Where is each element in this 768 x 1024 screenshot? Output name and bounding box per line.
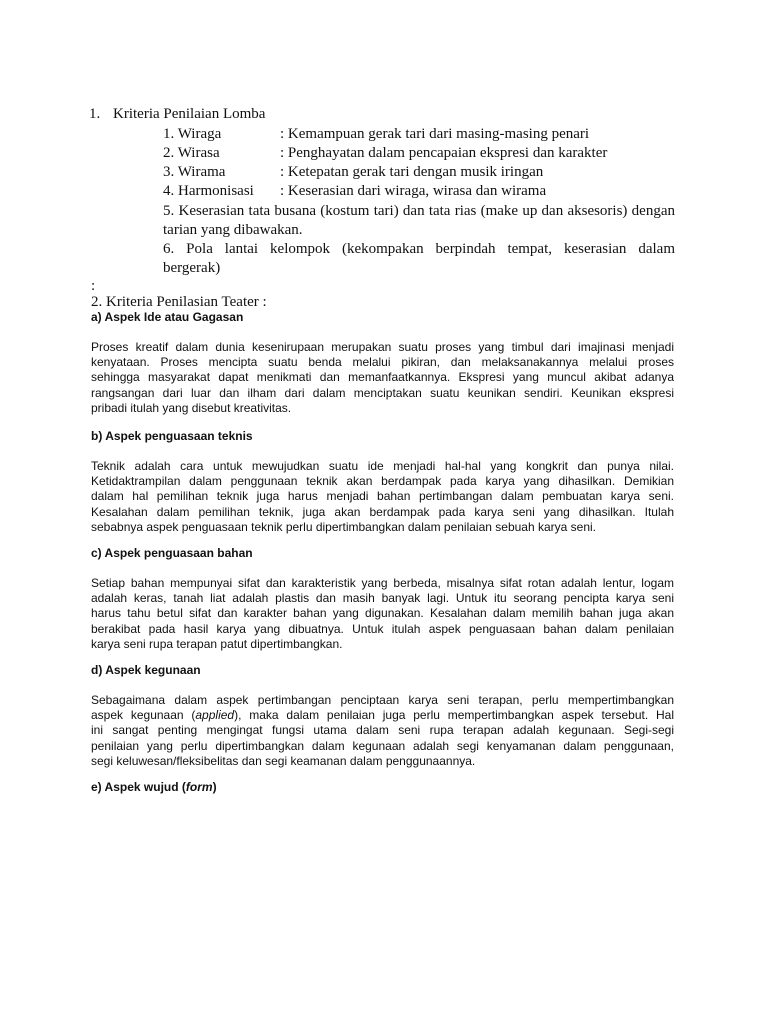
line-text: ), maka dalam penilaian juga perlu mempertimbangkan aspek tersebut. Hal: [234, 708, 674, 723]
aspect-heading: a) Aspek Ide atau Gagasan: [91, 310, 244, 324]
criterion-desc: : Ketepatan gerak tari dengan musik iringan: [280, 164, 544, 180]
criterion-row: [163, 182, 675, 202]
paragraph-line: Sebagaimana dalam aspek pertimbangan penciptaan karya seni terapan, perlu mempertimbangkan: [91, 693, 674, 707]
paragraph-line: rangsangan dari luar dan ilham dari dalam menciptakan suatu keunikan sendiri. Keunikan ekspresi: [91, 385, 674, 400]
criterion-desc: : Penghayatan dalam pencapaian ekspresi dan karakter: [280, 145, 608, 161]
criterion-row: [163, 163, 675, 183]
section-1-number: 1.: [89, 106, 101, 122]
paragraph-line: kenyataan. Proses mencipta suatu benda melalui pikiran, dan melaksanakannya melalui proses: [91, 355, 674, 370]
paragraph-line: [91, 708, 674, 723]
paragraph-line: Kesalahan dalam pemilihan teknik, juga akan berdampak pada karya seni yang dihasilkan. Itulah: [91, 504, 674, 519]
criterion-label: 4. Harmonisasi: [163, 183, 254, 199]
paragraph-line: berakibat pada hasil karya yang dibuatnya. Untuk itulah aspek penguasaan bahan dalam penilaian: [91, 621, 674, 636]
aspect-paragraph: [91, 693, 674, 769]
paragraph-line: harus tahu betul sifat dan karakter bahan yang digunakan. Kesalahan dalam memilih bahan juga akan: [91, 606, 674, 621]
aspect-heading: d) Aspek kegunaan: [91, 663, 201, 677]
paragraph-line: pribadi itulah yang disebut kreativitas.: [91, 400, 292, 415]
paragraph-line: sebabnya aspek penguasaan teknik perlu dipertimbangkan dalam penilaian sebuah karya seni.: [91, 519, 597, 534]
paragraph-line: Ketidaktrampilan dalam penggunaan teknik akan berdampak pada karya yang dihasilkan. Demikian: [91, 474, 674, 489]
paragraph-line: ini sangat penting mengingat fungsi utama dalam seni rupa terapan adalah kegunaan. Segi-segi: [91, 723, 674, 738]
paragraph-line: adalah keras, tanah liat adalah plastis dan masih banyak lagi. Untuk itu seorang pencipta karya seni: [91, 591, 674, 606]
paragraph-line: Setiap bahan mempunyai sifat dan karakteristik yang berbeda, misalnya sifat rotan adalah lentur, logam: [91, 576, 674, 590]
aspect-heading: c) Aspek penguasaan bahan: [91, 546, 253, 560]
paragraph-line: Proses kreatif dalam dunia kesenirupaan merupakan suatu proses yang timbul dari imajinasi menjadi: [91, 340, 674, 354]
criterion-label: 2. Wirasa: [163, 145, 220, 161]
criterion-desc: : Kemampuan gerak tari dari masing-masing penari: [280, 126, 590, 142]
aspect-paragraph: [91, 576, 674, 652]
line-text: aspek kegunaan (: [91, 708, 196, 723]
criterion-label: 1. Wiraga: [163, 126, 222, 142]
heading-text: ): [212, 780, 217, 794]
criterion-row: [163, 125, 675, 145]
criterion-6-line-1: 6. Pola lantai kelompok (kekompakan berpindah tempat, keserasian dalam: [163, 241, 675, 257]
paragraph-line: dalam hal pemilihan teknik juga harus menjadi bahan pertimbangan dalam pembuatan karya seni.: [91, 489, 674, 504]
paragraph-line: sehingga masyarakat dapat menikmati dan memanfaatkannya. Ekspresi yang muncul akibat adanya: [91, 370, 674, 385]
applied-term: applied: [195, 708, 235, 723]
heading-text: e) Aspek wujud (: [91, 780, 186, 794]
paragraph-line: Teknik adalah cara untuk mewujudkan suatu ide menjadi hal-hal yang kongkrit dan punya nilai.: [91, 459, 674, 473]
aspect-paragraph: [91, 340, 674, 416]
paragraph-line: segi keluwesan/fleksibelitas dan segi keamanan dalam penggunaannya.: [91, 753, 476, 768]
criterion-desc: : Keserasian dari wiraga, wirasa dan wirama: [280, 183, 547, 199]
aspect-paragraph: [91, 459, 674, 535]
section-1-title: Kriteria Penilaian Lomba: [113, 106, 266, 122]
criterion-label: 3. Wirama: [163, 164, 226, 180]
criterion-6-line-2: bergerak): [163, 260, 221, 276]
colon-line: :: [91, 278, 96, 294]
aspect-heading: [91, 780, 217, 795]
paragraph-line: penilaian yang perlu dipertimbangkan dalam kegunaan adalah segi kenyamanan dalam penggunaan,: [91, 738, 674, 753]
criterion-row: [163, 144, 675, 164]
form-term: form: [185, 780, 213, 794]
criterion-5-line-1: 5. Keserasian tata busana (kostum tari) dan tata rias (make up dan aksesoris) dengan: [163, 203, 675, 219]
section-2-title: 2. Kriteria Penilasian Teater :: [91, 294, 267, 310]
aspect-heading: b) Aspek penguasaan teknis: [91, 429, 253, 443]
criterion-5-line-2: tarian yang dibawakan.: [163, 222, 303, 238]
paragraph-line: karya seni rupa terapan patut dipertimbangkan.: [91, 636, 343, 651]
